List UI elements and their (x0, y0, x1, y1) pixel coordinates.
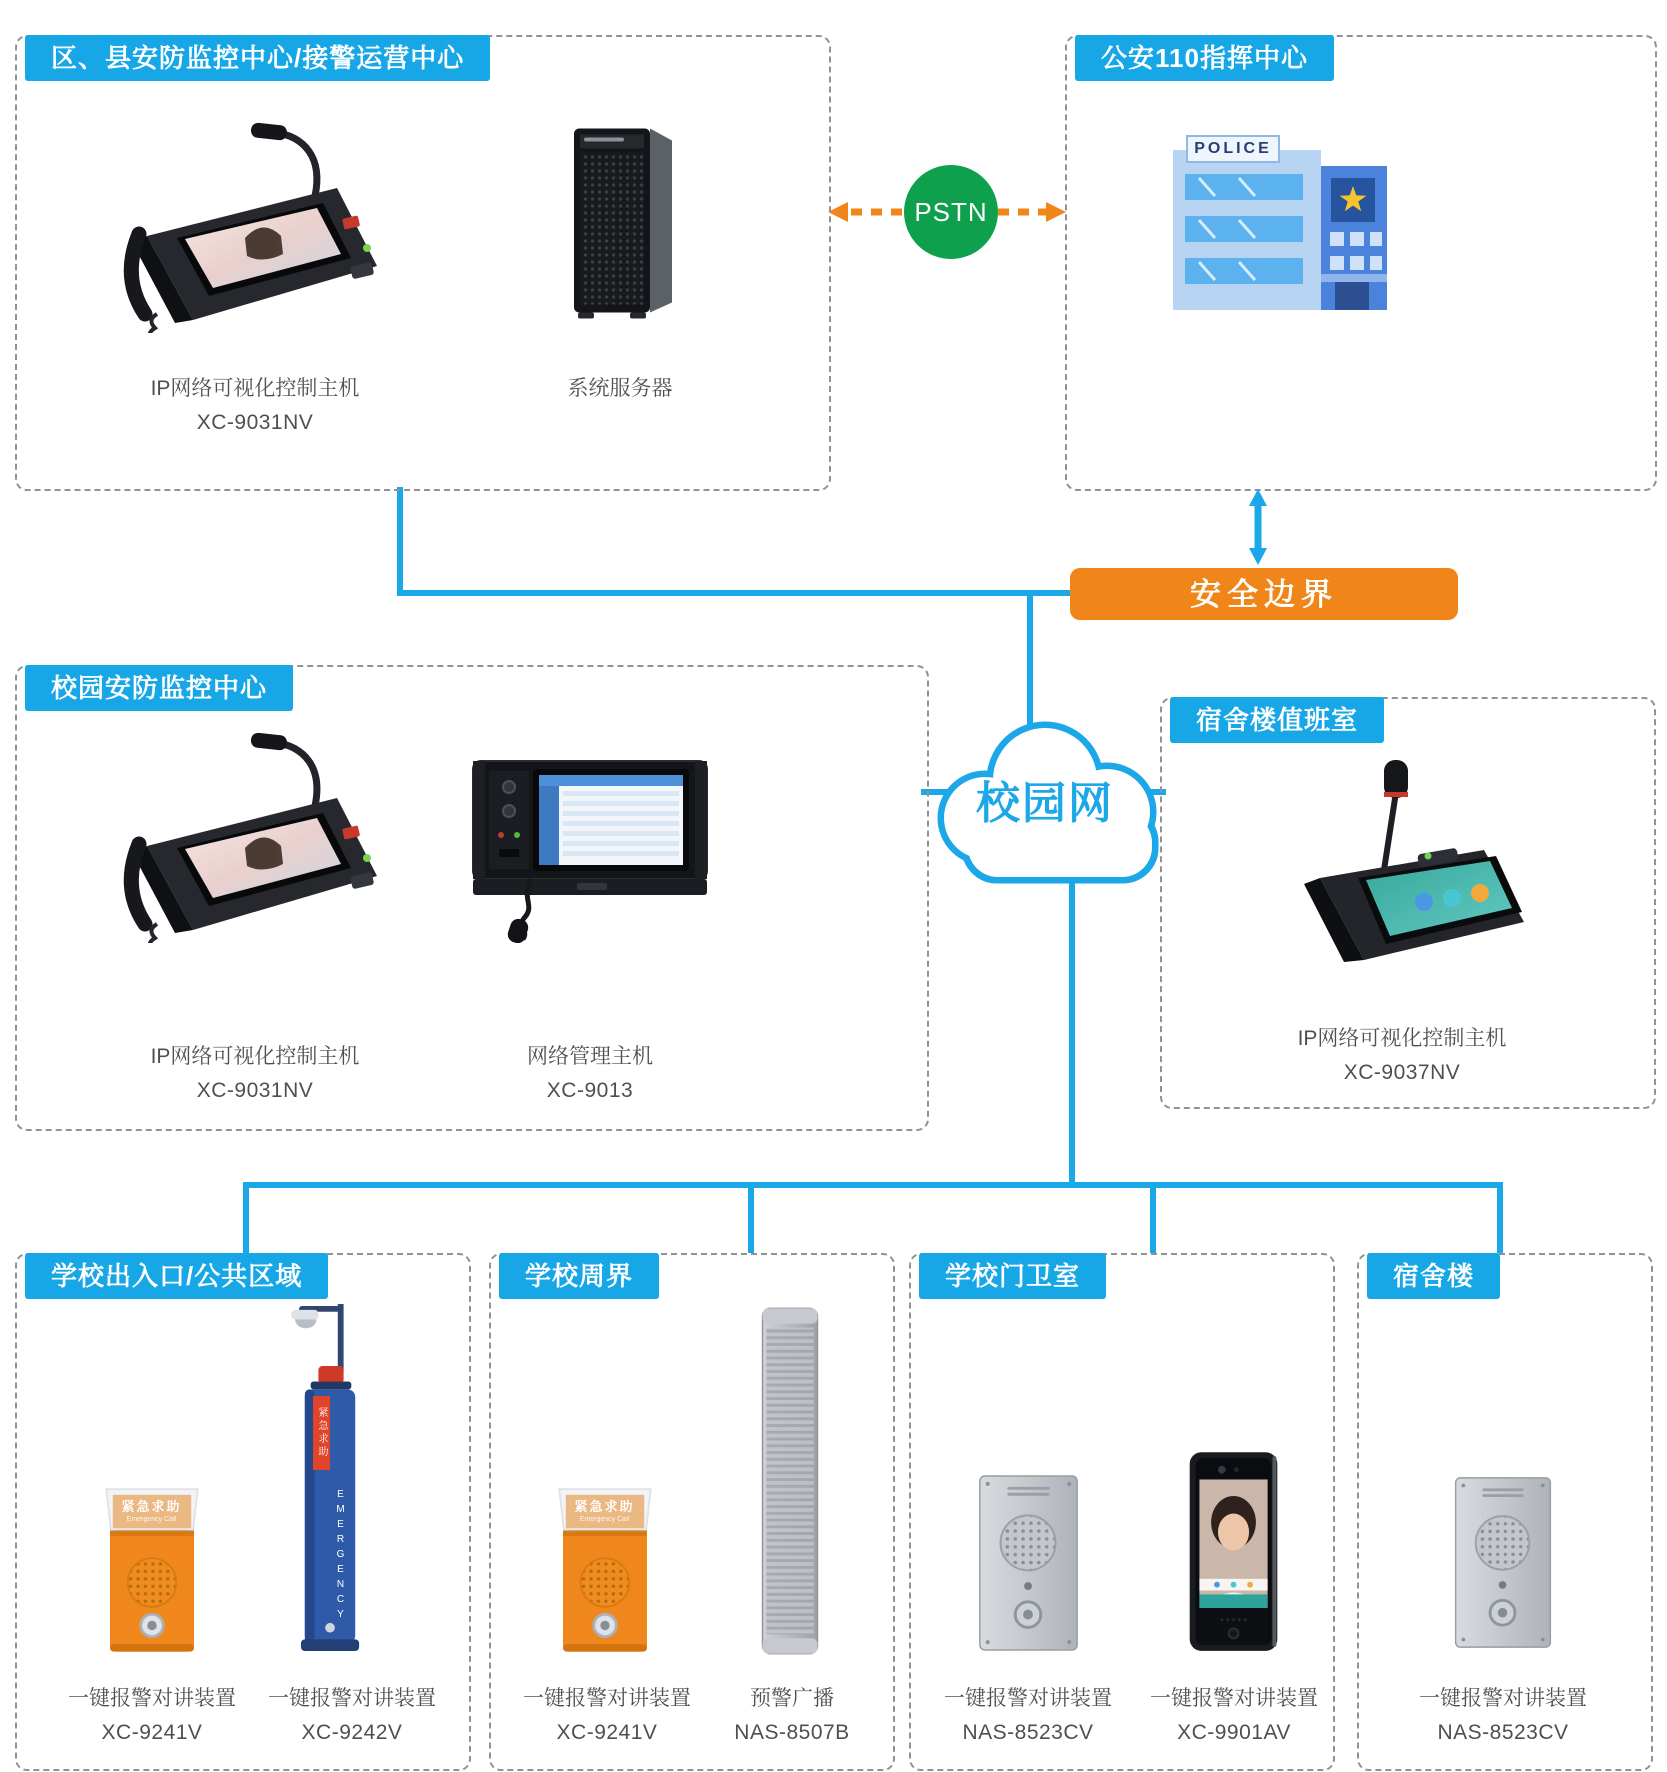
box-dorm-building-label: 宿舍楼 (1367, 1253, 1500, 1299)
campus-console-caption (75, 1040, 435, 1108)
device-name: IP网络可视化控制主机 (150, 1045, 360, 1068)
emergency-en-label: Emergency Call (579, 1516, 630, 1523)
dorm-panel-caption (1393, 1682, 1613, 1750)
emergency-callbox-illustration (535, 1478, 675, 1660)
emergency-cn-label: 紧急求助 (574, 1499, 635, 1514)
ip-video-console-illustration (105, 728, 405, 943)
emergency-pillar-illustration (268, 1296, 394, 1660)
device-model: XC-9031NV (196, 1079, 314, 1102)
police-sign-label: POLICE (1194, 140, 1272, 157)
perimeter-speaker-caption (702, 1682, 882, 1750)
district-console-caption (75, 372, 435, 440)
face-recognition-terminal-illustration (1178, 1448, 1290, 1658)
connector-drop-dorm (1497, 1182, 1503, 1253)
callbox-emergency-label (566, 1495, 643, 1528)
device-name: 预警广播 (750, 1687, 834, 1710)
device-model: XC-9013 (546, 1079, 634, 1102)
device-model: NAS-8523CV (1437, 1721, 1569, 1744)
metal-intercom-panel-illustration (1448, 1474, 1558, 1651)
device-name: 一键报警对讲装置 (68, 1687, 236, 1710)
campus-nms-caption (475, 1040, 705, 1108)
device-model: XC-9241V (556, 1721, 658, 1744)
security-boundary-label: 安全边界 (1190, 577, 1338, 612)
emergency-cn-label: 紧急求助 (121, 1499, 182, 1514)
device-model: XC-9901AV (1177, 1721, 1291, 1744)
device-name: IP网络可视化控制主机 (150, 377, 360, 400)
gatehouse-panel-caption (918, 1682, 1138, 1750)
device-model: NAS-8507B (734, 1721, 850, 1744)
pillar-emergency-en-label: EMERGENCY (335, 1488, 346, 1624)
device-name: 一键报警对讲装置 (944, 1687, 1112, 1710)
emergency-callbox-illustration (82, 1478, 222, 1660)
pstn-label: PSTN (914, 196, 988, 227)
server-tower-illustration (540, 118, 700, 324)
box-campus-center-label: 校园安防监控中心 (25, 665, 293, 711)
dorm-duty-console-caption (1252, 1022, 1552, 1090)
box-police-center-label: 公安110指挥中心 (1075, 35, 1334, 81)
device-name: 一键报警对讲装置 (268, 1687, 436, 1710)
boundary-double-arrow-icon (1247, 489, 1269, 565)
device-name: 一键报警对讲装置 (1419, 1687, 1587, 1710)
campus-network-label: 校园网 (976, 779, 1114, 828)
device-model: XC-9037NV (1343, 1061, 1461, 1084)
box-school-perimeter-label: 学校周界 (499, 1253, 659, 1299)
device-model: XC-9241V (101, 1721, 203, 1744)
metal-intercom-panel-illustration (972, 1472, 1085, 1654)
system-server-caption (540, 372, 700, 406)
column-speaker-illustration (749, 1302, 831, 1660)
connector-drop-gatehouse (1150, 1188, 1156, 1253)
connector-drop-entrance (243, 1182, 249, 1253)
entrance-pillar-caption (242, 1682, 462, 1750)
emergency-en-label: Emergency Call (126, 1516, 177, 1523)
desktop-intercom-illustration (1272, 752, 1552, 982)
pstn-node (904, 165, 998, 259)
perimeter-callbox-caption (497, 1682, 717, 1750)
box-school-entrance-label: 学校出入口/公共区域 (25, 1253, 328, 1299)
connector-district-down (397, 487, 403, 595)
police-building-illustration (1165, 122, 1395, 317)
campus-network-cloud (915, 700, 1175, 895)
device-name: IP网络可视化控制主机 (1297, 1027, 1507, 1050)
network-management-host-illustration (465, 733, 715, 943)
entrance-callbox-caption (42, 1682, 262, 1750)
pstn-arrow-left-icon (826, 199, 906, 225)
device-name: 一键报警对讲装置 (1150, 1687, 1318, 1710)
box-school-gatehouse-label: 学校门卫室 (919, 1253, 1106, 1299)
device-model: XC-9242V (301, 1721, 403, 1744)
connector-drop-perimeter (748, 1188, 754, 1253)
connector-trunk-horizontal (397, 590, 1073, 596)
device-model: XC-9031NV (196, 411, 314, 434)
connector-distribution (243, 1182, 1503, 1188)
callbox-emergency-label (113, 1495, 190, 1528)
pillar-emergency-cn-strip: 紧急求助 (313, 1396, 330, 1470)
connector-cloud-down (1069, 855, 1075, 1188)
device-name: 系统服务器 (567, 377, 673, 400)
device-model: NAS-8523CV (962, 1721, 1094, 1744)
device-name: 网络管理主机 (527, 1045, 653, 1068)
box-dorm-duty-label: 宿舍楼值班室 (1170, 697, 1384, 743)
device-name: 一键报警对讲装置 (523, 1687, 691, 1710)
gatehouse-face-caption (1124, 1682, 1344, 1750)
ip-video-console-illustration (105, 118, 405, 333)
box-district-center-label: 区、县安防监控中心/接警运营中心 (25, 35, 490, 81)
pstn-arrow-right-icon (996, 199, 1068, 225)
security-boundary-bar (1070, 568, 1458, 620)
